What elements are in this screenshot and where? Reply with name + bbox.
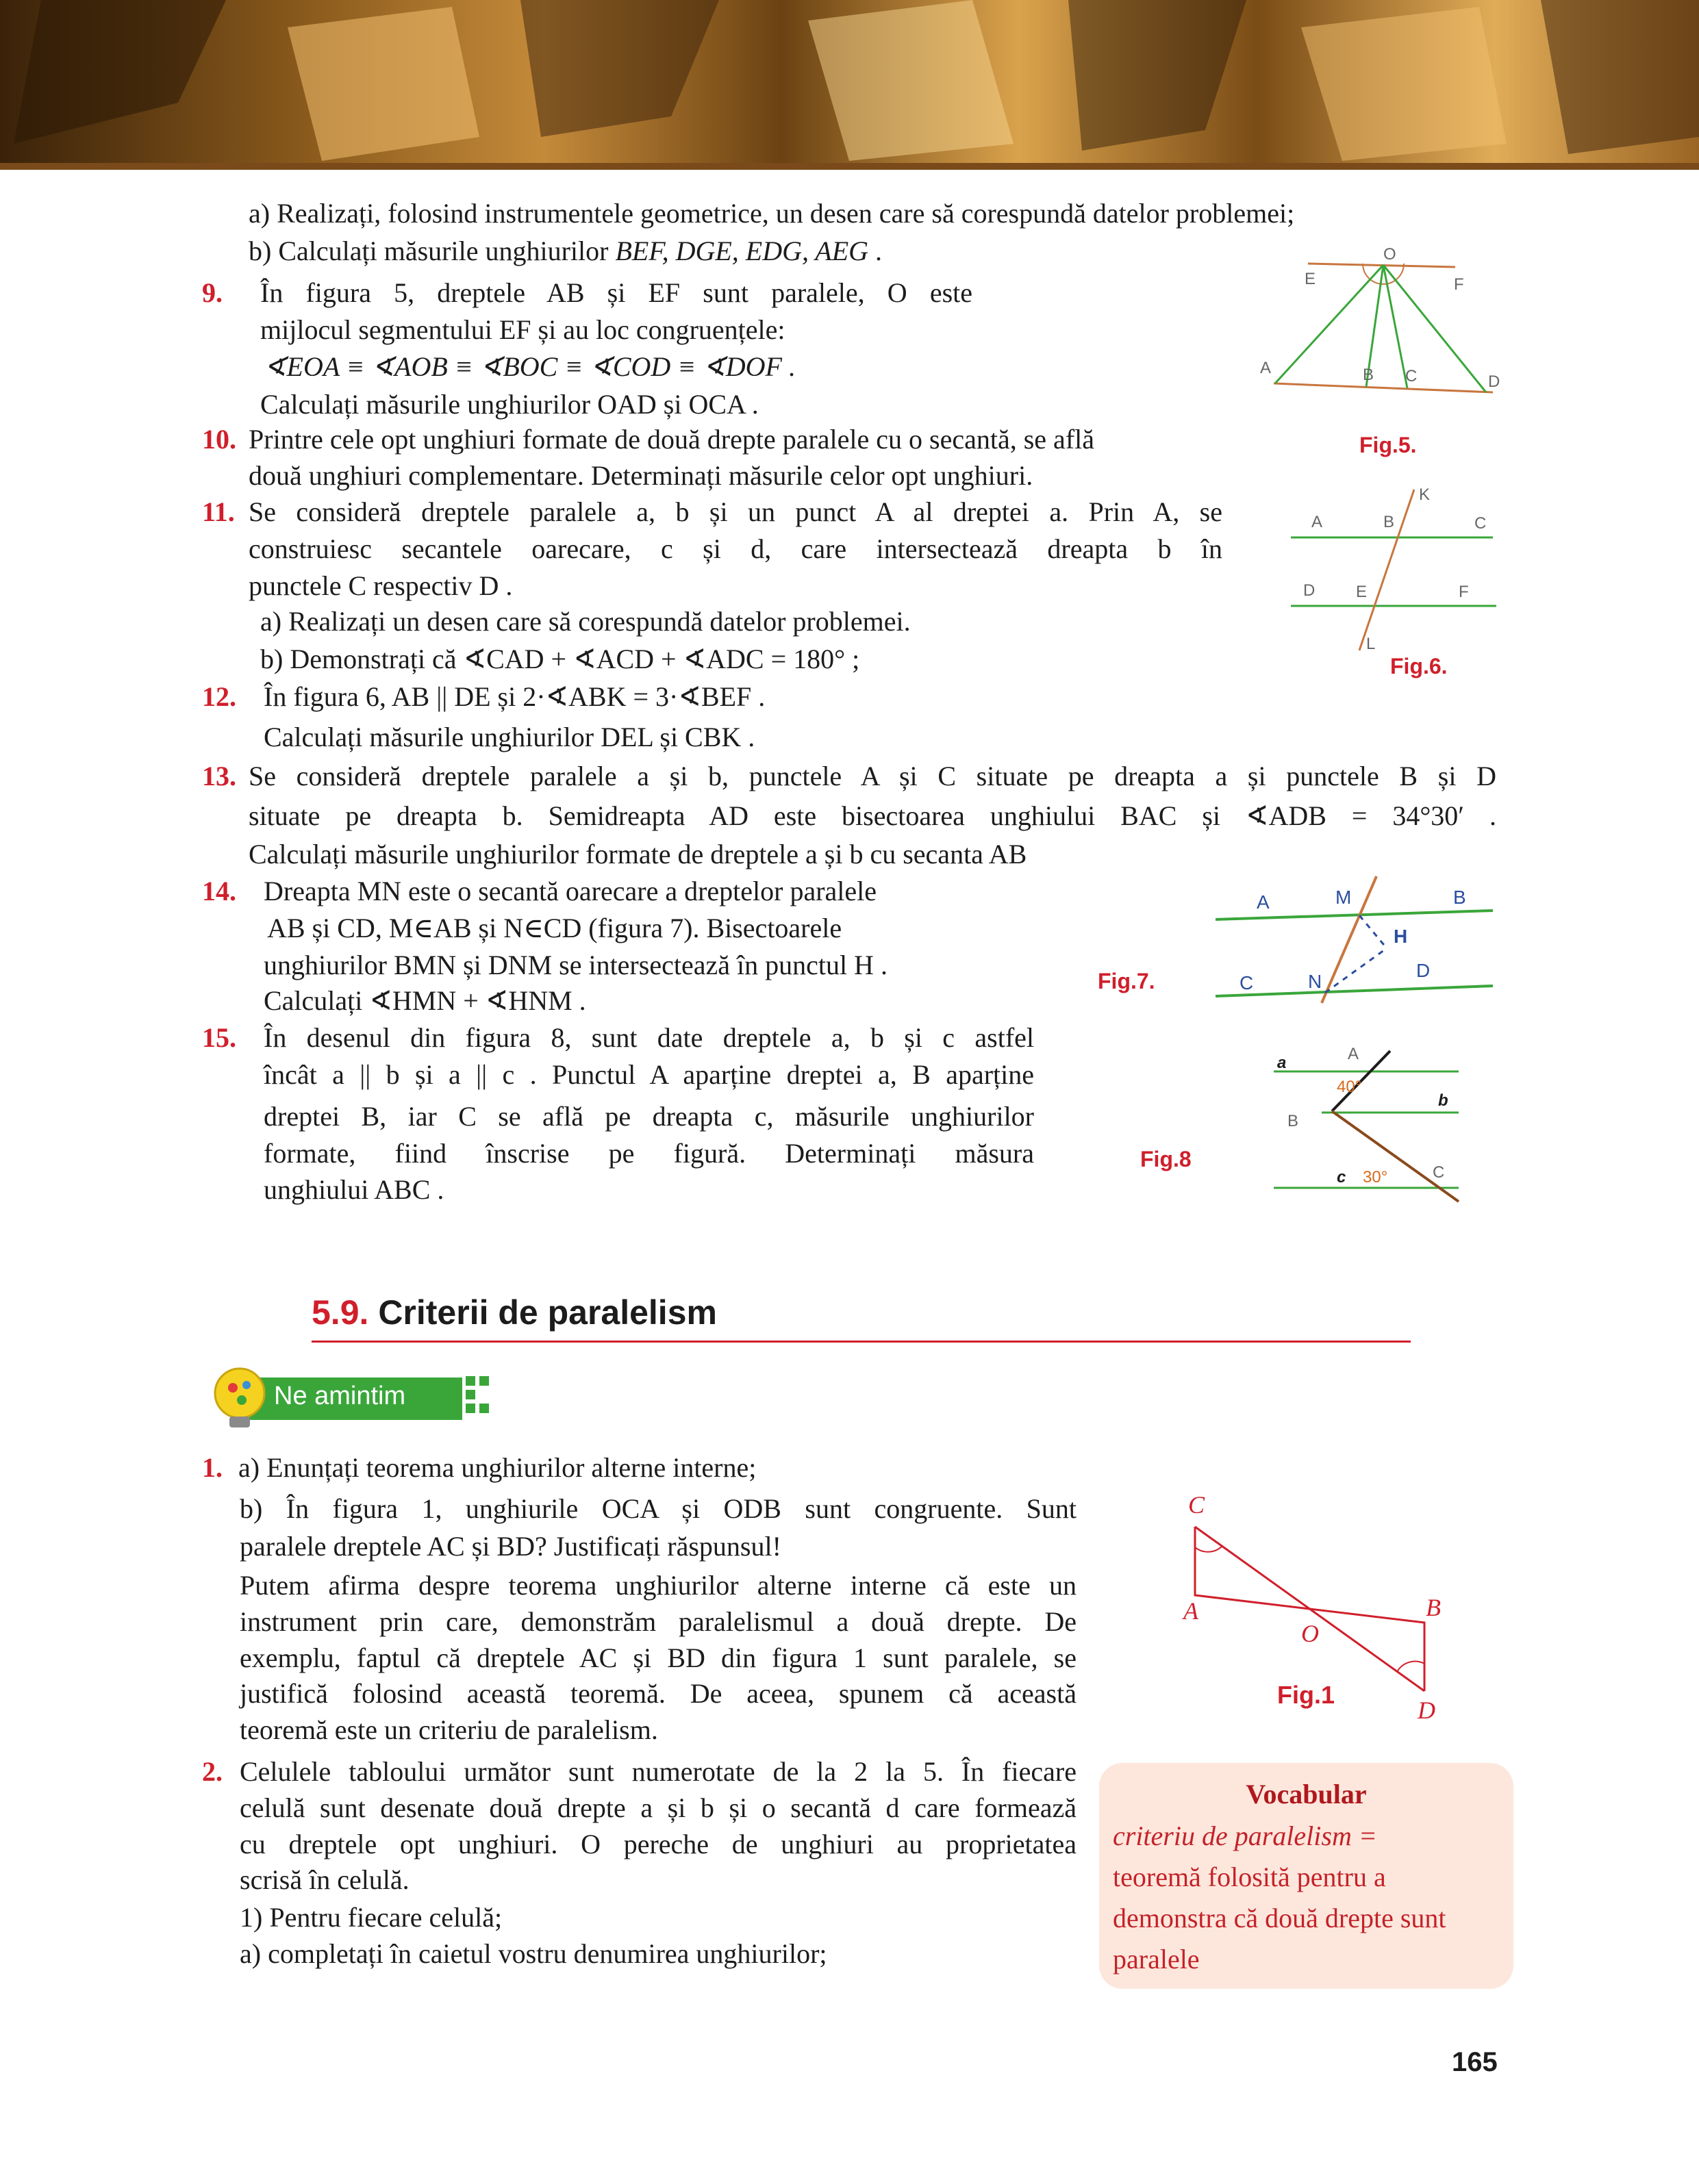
problem-11a: a) Realizați un desen care să corespundă datelor problemei.	[260, 606, 911, 637]
fig8-point-C: C	[1433, 1163, 1445, 1182]
problem-9-number: 9.	[202, 277, 223, 308]
vocabulary-term: criteriu de paralelism =	[1113, 1820, 1377, 1851]
problem-14-number: 14.	[202, 876, 236, 906]
section-number: 5.9.	[312, 1293, 369, 1332]
recall-1c-line1: Putem afirma despre teorema unghiurilor alterne interne că este un	[240, 1570, 1077, 1601]
vocabulary-title: Vocabular	[1246, 1779, 1367, 1810]
fig6-point-B: B	[1383, 513, 1395, 531]
problem-11-line3: punctele C respectiv D .	[249, 570, 513, 601]
problem-9-line4: Calculați măsurile unghiurilor OAD și OCA .	[260, 389, 759, 420]
recall-2-line1: Celulele tabloului următor sunt numerotate de la 2 la 5. În fiecare	[240, 1756, 1077, 1787]
fig7-point-B: B	[1453, 887, 1466, 908]
problem-14-line3: unghiurilor BMN și DNM se intersectează în punctul H .	[264, 950, 888, 980]
fig5-point-A: A	[1260, 359, 1272, 377]
header-banner	[0, 0, 1699, 170]
fig1-point-O: O	[1301, 1620, 1319, 1647]
fig7-point-H: H	[1394, 926, 1408, 947]
reminder-label: Ne amintim	[274, 1382, 406, 1410]
recall-1a: a) Enunțați teorema unghiurilor alterne interne;	[238, 1452, 757, 1483]
problem-15-line3: dreptei B, iar C se află pe dreapta c, măsurile unghiurilor	[264, 1101, 1034, 1132]
problem-14-line1: Dreapta MN este o secantă oarecare a dreptelor paralele	[264, 876, 877, 906]
fig1-point-B: B	[1426, 1594, 1441, 1621]
recall-2-line3: cu dreptele opt unghiuri. O pereche de unghiuri au proprietatea	[240, 1829, 1077, 1859]
problem-15-line1: În desenul din figura 8, sunt date dreptele a, b și c astfel	[264, 1022, 1034, 1053]
recall-1b-line1: b) În figura 1, unghiurile OCA și ODB sunt congruente. Sunt	[240, 1493, 1077, 1524]
problem-14-line2: AB și CD, M∈AB și N∈CD (figura 7). Bisectoarele	[267, 913, 842, 943]
fig5-point-O: O	[1383, 245, 1396, 264]
problem-13-line1: Se consideră dreptele paralele a și b, punctele A și C situate pe dreapta a și punctele B și D	[249, 761, 1496, 791]
problem-11-line1: Se consideră dreptele paralele a, b și un punct A al dreptei a. Prin A, se	[249, 496, 1222, 527]
problem-15-line4: formate, fiind înscrise pe figură. Determinați măsura	[264, 1138, 1034, 1169]
fig8-angle-30: 30°	[1363, 1168, 1388, 1186]
problem-8b: b) Calculați măsurile unghiurilor BEF, DGE, EDG, AEG .	[249, 236, 883, 266]
fig1-label: Fig.1	[1277, 1681, 1335, 1709]
recall-2-line2: celulă sunt desenate două drepte a și b și o secantă d care formează	[240, 1792, 1077, 1823]
problem-12-number: 12.	[202, 681, 236, 712]
problem-15-number: 15.	[202, 1022, 236, 1053]
fig8-line-c: c	[1337, 1168, 1346, 1186]
fig8-line-a: a	[1277, 1054, 1287, 1072]
fig7-point-M: M	[1335, 887, 1352, 908]
vocabulary-def-line3: paralele	[1113, 1944, 1200, 1975]
problem-10-line1: Printre cele opt unghiuri formate de două drepte paralele cu o secantă, se află	[249, 424, 1094, 455]
fig8-point-A: A	[1348, 1045, 1359, 1063]
squares-icon	[466, 1376, 500, 1417]
fig7-label: Fig.7.	[1098, 969, 1155, 993]
problem-9-congruences: ∢EOA ≡ ∢AOB ≡ ∢BOC ≡ ∢COD ≡ ∢DOF .	[264, 351, 796, 382]
fig7-point-C: C	[1239, 972, 1254, 993]
banner-edge	[0, 163, 1699, 170]
problem-11-line2: construiesc secantele oarecare, c și d, care intersectează dreapta b în	[249, 533, 1222, 564]
problem-12-line1: În figura 6, AB || DE și 2·∢ABK = 3·∢BEF .	[264, 681, 766, 712]
fig6-point-K: K	[1419, 485, 1431, 504]
problem-14-line4: Calculați ∢HMN + ∢HNM .	[264, 985, 586, 1016]
fig5-point-D: D	[1488, 372, 1500, 391]
fig7-point-N: N	[1308, 971, 1322, 992]
recall-1c-line5: teoremă este un criteriu de paralelism.	[240, 1714, 658, 1745]
fig6-point-C: C	[1474, 514, 1487, 533]
fig5-point-B: B	[1363, 366, 1374, 384]
figure-5	[1260, 243, 1507, 414]
recall-1c-line3: exemplu, faptul că dreptele AC și BD din figura 1 sunt paralele, se	[240, 1642, 1077, 1673]
section-heading	[312, 1293, 717, 1332]
fig8-point-B: B	[1287, 1112, 1299, 1130]
vocabulary-def-line1: teoremă folosită pentru a	[1113, 1862, 1386, 1892]
section-title-text: Criterii de paralelism	[378, 1293, 717, 1332]
problem-9-line2: mijlocul segmentului EF și au loc congruențele:	[260, 314, 785, 345]
problem-13-line2: situate pe dreapta b. Semidreapta AD este bisectoarea unghiului BAC și ∢ADB = 34°30′ .	[249, 800, 1496, 831]
recall-2-line4: scrisă în celulă.	[240, 1864, 410, 1895]
fig7-point-A: A	[1257, 891, 1270, 913]
recall-2-line6: a) completați în caietul vostru denumirea unghiurilor;	[240, 1938, 827, 1969]
fig7-point-D: D	[1416, 960, 1431, 981]
fig6-point-L: L	[1366, 635, 1376, 653]
fig6-point-E: E	[1356, 583, 1368, 601]
recall-1-number: 1.	[202, 1452, 223, 1483]
problem-11b: b) Demonstrați că ∢CAD + ∢ACD + ∢ADC = 180° ;	[260, 644, 860, 674]
problem-8b-angles: BEF, DGE, EDG, AEG	[615, 236, 869, 266]
figure-8	[1260, 1044, 1465, 1205]
page-number: 165	[1452, 2047, 1498, 2077]
problem-8a: a) Realizați, folosind instrumentele geometrice, un desen care să corespundă datelor problemei;	[249, 198, 1295, 229]
fig1-point-C: C	[1188, 1493, 1205, 1519]
fig8-line-b: b	[1438, 1091, 1448, 1110]
problem-13-number: 13.	[202, 761, 236, 791]
fig8-label: Fig.8	[1140, 1147, 1192, 1171]
fig8-angle-40: 40°	[1337, 1078, 1362, 1096]
problem-10-number: 10.	[202, 424, 236, 455]
figure-6	[1287, 479, 1507, 661]
problem-12-line2: Calculați măsurile unghiurilor DEL și CBK .	[264, 722, 755, 752]
fig6-point-D: D	[1303, 581, 1316, 600]
fig1-point-A: A	[1183, 1597, 1198, 1625]
fig5-point-F: F	[1454, 275, 1464, 294]
fig5-label: Fig.5.	[1359, 433, 1417, 457]
fig1-point-D: D	[1418, 1697, 1435, 1724]
recall-1c-line4: justifică folosind această teoremă. De aceea, spunem că această	[240, 1678, 1077, 1709]
fig6-label: Fig.6.	[1390, 654, 1448, 678]
vocabulary-def-line2: demonstra că două drepte sunt	[1113, 1903, 1446, 1933]
problem-11-number: 11.	[202, 496, 235, 527]
banner-cubes-image	[0, 0, 1699, 164]
lightbulb-icon	[209, 1366, 270, 1431]
problem-10-line2: două unghiuri complementare. Determinați măsurile celor opt unghiuri.	[249, 460, 1033, 491]
figure-7	[1212, 873, 1500, 1010]
recall-1c-line2: instrument prin care, demonstrăm paralelismul a două drepte. De	[240, 1606, 1077, 1637]
problem-13-line3: Calculați măsurile unghiurilor formate de dreptele a și b cu secanta AB	[249, 839, 1027, 869]
problem-8b-text: b) Calculați măsurile unghiurilor	[249, 236, 609, 266]
fig5-point-E: E	[1305, 270, 1316, 288]
section-rule	[312, 1341, 1411, 1343]
fig6-point-A: A	[1311, 513, 1323, 531]
recall-2-line5: 1) Pentru fiecare celulă;	[240, 1902, 503, 1933]
problem-15-line5: unghiului ABC .	[264, 1174, 444, 1205]
problem-9-line1: În figura 5, dreptele AB și EF sunt paralele, O este	[260, 277, 972, 308]
problem-15-line2: încât a || b și a || c . Punctul A aparține dreptei a, B aparține	[264, 1059, 1034, 1090]
recall-1b-line2: paralele dreptele AC și BD? Justificați răspunsul!	[240, 1531, 781, 1562]
fig6-point-F: F	[1459, 583, 1469, 601]
fig5-point-C: C	[1405, 367, 1418, 385]
recall-2-number: 2.	[202, 1756, 223, 1787]
